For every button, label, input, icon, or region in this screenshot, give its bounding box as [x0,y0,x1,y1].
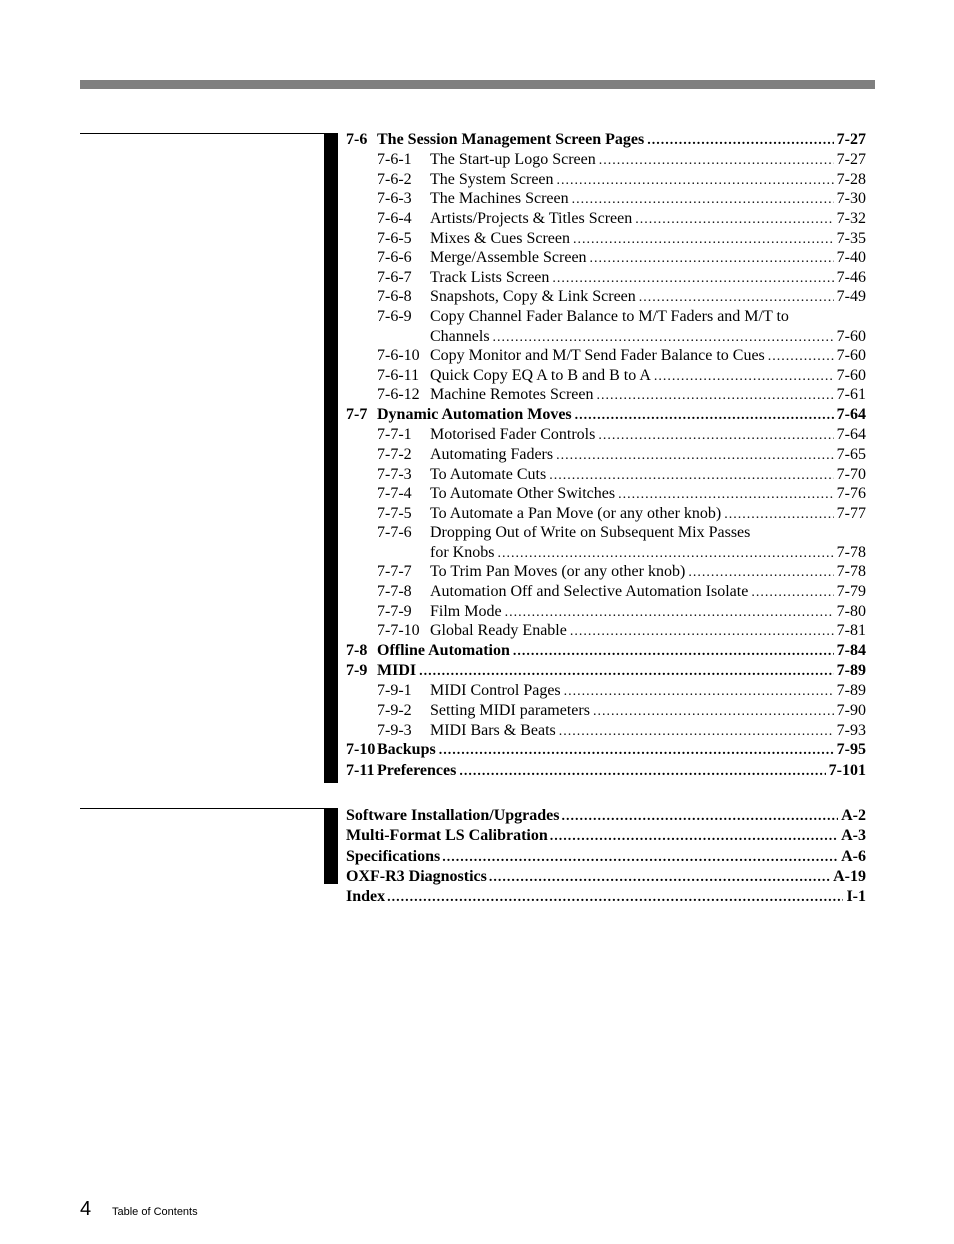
toc-subsection-7-6-11 [346,366,866,386]
toc-section-7-8 [346,641,866,661]
toc-subsection-7-7-3 [346,465,866,485]
toc-leader-dots [419,662,834,682]
toc-entry-line [430,701,866,722]
toc-entry-page: 7-81 [836,622,866,640]
toc-leader-dots [572,190,834,210]
toc-entry-page: 7-79 [836,583,866,601]
toc-entry-page: 7-89 [836,662,866,680]
toc-subsection-number: 7-6-5 [377,229,412,247]
toc-entry-page: 7-28 [836,170,866,188]
toc-entry-line [430,681,866,702]
toc-subsection-number: 7-6-1 [377,151,412,169]
toc-subsection-number: 7-7-2 [377,445,412,463]
toc-subsection-7-6-6 [346,248,866,268]
toc-leader-dots [439,741,834,761]
toc-leader-dots [768,347,834,367]
toc-subsection-7-6-12 [346,385,866,405]
toc-subsection-7-6-3 [346,189,866,209]
toc-entry-line [346,405,866,426]
toc-entry-page: 7-61 [836,386,866,404]
toc-entry-title [346,641,513,661]
toc-entry-line [346,826,866,847]
toc-entry-title-text: MIDI [377,662,417,680]
toc-entry-page: 7-84 [836,641,866,659]
toc-leader-dots [724,505,833,525]
toc-entry-line [430,209,866,230]
toc-subsection-number: 7-7-7 [377,563,412,581]
toc-entry-title: Quick Copy EQ A to B and B to A [430,366,651,384]
toc-entry-title [346,130,647,150]
toc-leader-dots [647,131,833,151]
toc-entry-title: Channels [430,327,490,345]
toc-entry-number: 7-10 [346,741,376,759]
toc-subsection-number: 7-7-1 [377,426,412,444]
toc-entry-page: 7-27 [836,131,866,148]
toc-subsection-7-6-10 [346,346,866,366]
toc-entry-title: Artists/Projects & Titles Screen [430,210,633,228]
toc-appendix-list [346,806,866,907]
toc-entry-line [430,170,866,191]
toc-entry-line [430,562,866,583]
appendix-bar [324,808,338,884]
toc-leader-dots [751,583,833,603]
toc-entry-line [430,543,866,564]
toc-subsection-7-7-5 [346,504,866,524]
toc-entry-title: Mixes & Cues Screen [430,229,570,247]
toc-leader-dots [593,702,834,722]
toc-entry-page: 7-78 [836,543,866,561]
toc-leader-dots [639,288,834,308]
toc-subsection-7-7-7 [346,562,866,582]
toc-entry-title: Copy Channel Fader Balance to M/T Faders and M/T to [430,308,789,326]
toc-entry-page: 7-77 [836,504,866,522]
toc-leader-dots [618,485,834,505]
toc-entry-title [346,405,575,425]
toc-entry-line [430,445,866,466]
toc-entry-title: Snapshots, Copy & Link Screen [430,288,636,306]
toc-leader-dots [599,151,834,171]
toc-subsection-number: 7-6-3 [377,190,412,208]
toc-subsection-7-6-9 [346,307,866,327]
toc-entry-page: 7-32 [836,210,866,228]
toc-entry-line [346,740,866,761]
toc-subsection-7-7-1 [346,425,866,445]
footer-page-number: 4 [80,1198,92,1220]
toc-entry-page: 7-101 [828,761,866,779]
toc-entry-title: Track Lists Screen [430,268,550,286]
toc-entry-title: Index [346,888,386,906]
toc-subsection-7-6-1 [346,150,866,170]
toc-entry-title: Film Mode [430,602,502,620]
toc-entry-line [430,189,866,210]
toc-leader-dots [654,367,834,387]
toc-entry-number: 7-6 [346,131,368,148]
toc-entry-title: To Automate Cuts [430,465,547,483]
toc-entry-number: 7-7 [346,406,368,424]
toc-leader-dots [570,622,834,642]
toc-entry-title [346,661,419,681]
toc-entry-title: Copy Monitor and M/T Send Fader Balance to Cues [430,347,765,365]
toc-subsection-number: 7-6-6 [377,249,412,267]
toc-entry-title: for Knobs [430,543,495,561]
toc-appendix-entry [346,826,866,846]
toc-entry-page: I-1 [846,888,866,906]
toc-subsection-number: 7-7-6 [377,524,412,542]
toc-entry-title: The System Screen [430,170,554,188]
toc-leader-dots [556,446,834,466]
toc-subsection-7-9-1 [346,681,866,701]
toc-subsection-7-7-8 [346,582,866,602]
toc-entry-page: 7-90 [836,702,866,720]
toc-entry-line [430,346,866,367]
toc-entry-page: 7-93 [836,721,866,739]
toc-entry-title: Global Ready Enable [430,622,567,640]
toc-entry-line [346,761,866,782]
toc-appendix-entry [346,887,866,907]
toc-subsection-7-7-6 [346,523,866,543]
toc-entry-page: 7-30 [836,190,866,208]
toc-chapter-list [346,130,866,781]
toc-entry-title: MIDI Control Pages [430,682,561,700]
toc-entry-title: To Automate a Pan Move (or any other knob) [430,504,722,522]
toc-leader-dots [493,328,834,348]
toc-entry-line [346,661,866,682]
toc-subsection-number: 7-6-2 [377,170,412,188]
toc-entry-title: To Automate Other Switches [430,485,616,503]
chapter-bar [324,133,338,783]
toc-leader-dots [513,642,834,662]
header-rule [80,80,875,89]
toc-subsection-7-6-5 [346,229,866,249]
toc-entry-title: Multi-Format LS Calibration [346,827,548,845]
toc-entry-page: 7-46 [836,268,866,286]
toc-entry-line [430,248,866,269]
toc-entry-line [430,287,866,308]
toc-entry-line [430,721,866,742]
toc-entry-page: 7-89 [836,682,866,700]
toc-subsection-number: 7-7-3 [377,465,412,483]
toc-subsection-7-7-9 [346,602,866,622]
toc-leader-dots [564,682,834,702]
toc-leader-dots [562,807,839,827]
toc-subsection-number: 7-9-1 [377,682,412,700]
toc-subsection-continuation [346,543,866,563]
toc-subsection-number: 7-6-11 [377,366,420,384]
toc-entry-line [430,425,866,446]
toc-entry-title: The Machines Screen [430,190,569,208]
toc-leader-dots [598,426,833,446]
toc-entry-title: Specifications [346,847,441,865]
toc-entry-page: 7-49 [836,288,866,306]
toc-entry-title: Machine Remotes Screen [430,386,594,404]
toc-entry-title: Motorised Fader Controls [430,426,596,444]
toc-entry-title: Automation Off and Selective Automation Isolate [430,583,749,601]
toc-section-7-6 [346,130,866,150]
toc-entry-page: 7-64 [836,406,866,424]
toc-appendix-entry [346,847,866,867]
toc-section-7-9 [346,661,866,681]
toc-entry-title: OXF-R3 Diagnostics [346,867,487,885]
toc-leader-dots [552,269,833,289]
toc-entry-page: 7-76 [836,485,866,503]
toc-leader-dots [597,386,834,406]
toc-entry-line [430,366,866,387]
toc-entry-page: 7-60 [836,327,866,345]
toc-subsection-7-7-2 [346,445,866,465]
toc-leader-dots [489,868,830,888]
toc-appendix-entry [346,867,866,887]
toc-subsection-number: 7-7-4 [377,485,412,503]
toc-entry-title: Automating Faders [430,445,554,463]
toc-entry-line [430,504,866,525]
footer-label: Table of Contents [112,1206,198,1218]
toc-section-7-11 [346,761,866,781]
toc-leader-dots [575,406,834,426]
toc-subsection-7-6-4 [346,209,866,229]
toc-entry-page: 7-70 [836,465,866,483]
toc-entry-line [346,806,866,827]
toc-leader-dots [459,762,825,782]
toc-entry-line [430,465,866,486]
toc-entry-title-text: Backups [377,741,436,759]
toc-entry-title: To Trim Pan Moves (or any other knob) [430,563,686,581]
section-rule-appendix [80,808,324,809]
toc-leader-dots [573,230,834,250]
toc-entry-title: MIDI Bars & Beats [430,721,556,739]
toc-leader-dots [557,171,834,191]
toc-entry-line [430,484,866,505]
toc-subsection-number: 7-7-5 [377,504,412,522]
toc-subsection-number: 7-7-8 [377,583,412,601]
toc-subsection-7-9-3 [346,721,866,741]
toc-subsection-number: 7-7-9 [377,602,412,620]
toc-leader-dots [549,466,833,486]
toc-entry-line [430,268,866,289]
toc-leader-dots [387,888,843,908]
toc-entry-line [430,385,866,406]
toc-entry-page: 7-78 [836,563,866,581]
toc-entry-page: 7-60 [836,347,866,365]
toc-entry-page: 7-60 [836,366,866,384]
toc-leader-dots [550,827,838,847]
toc-entry-page: 7-40 [836,249,866,267]
toc-entry-line [430,150,866,171]
toc-entry-page: 7-27 [836,151,866,169]
toc-entry-page: 7-95 [836,741,866,759]
toc-entry-page: 7-35 [836,229,866,247]
toc-subsection-7-7-4 [346,484,866,504]
toc-subsection-7-6-2 [346,170,866,190]
toc-subsection-number: 7-6-12 [377,386,420,404]
toc-leader-dots [442,848,838,868]
toc-leader-dots [497,544,833,564]
toc-leader-dots [688,563,833,583]
toc-subsection-7-6-7 [346,268,866,288]
toc-subsection-continuation [346,327,866,347]
toc-entry-title-text: Offline Automation [377,641,510,659]
toc-leader-dots [635,210,833,230]
toc-section-7-7 [346,405,866,425]
toc-entry-title [346,761,459,781]
toc-entry-line [346,847,866,868]
toc-subsection-number: 7-9-3 [377,721,412,739]
toc-appendix-entry [346,806,866,826]
toc-entry-line [346,867,866,888]
toc-entry-page: A-3 [841,827,866,845]
toc-entry-title: Software Installation/Upgrades [346,807,560,824]
toc-entry-page: A-19 [833,867,866,885]
toc-entry-line [346,641,866,662]
toc-entry-line [430,582,866,603]
toc-entry-line [430,327,866,348]
toc-entry-number: 7-8 [346,641,368,659]
toc-entry-title: Setting MIDI parameters [430,702,590,720]
toc-entry-title-text: Preferences [377,761,457,779]
toc-entry-page: 7-64 [836,426,866,444]
toc-entry-title: Merge/Assemble Screen [430,249,587,267]
toc-entry-title: Dropping Out of Write on Subsequent Mix Passes [430,524,751,542]
toc-subsection-number: 7-7-10 [377,622,420,640]
toc-subsection-number: 7-6-10 [377,347,420,365]
toc-entry-line [346,887,866,908]
toc-section-7-10 [346,740,866,760]
toc-subsection-number: 7-6-8 [377,288,412,306]
toc-subsection-7-6-8 [346,287,866,307]
toc-entry-title-text: Dynamic Automation Moves [377,406,572,424]
toc-entry-title: The Start-up Logo Screen [430,151,596,169]
toc-entry-number: 7-9 [346,662,368,680]
toc-entry-page: 7-80 [836,602,866,620]
toc-entry-line [346,130,866,151]
toc-subsection-7-9-2 [346,701,866,721]
toc-leader-dots [590,249,834,269]
toc-entry-title [346,740,439,760]
toc-entry-line [430,602,866,623]
toc-subsection-number: 7-6-4 [377,210,412,228]
toc-entry-number: 7-11 [346,761,375,779]
toc-leader-dots [559,722,834,742]
toc-leader-dots [505,603,834,623]
toc-entry-page: 7-65 [836,445,866,463]
toc-subsection-number: 7-9-2 [377,702,412,720]
toc-entry-line [430,229,866,250]
toc-entry-page: A-2 [841,807,866,824]
toc-subsection-7-7-10 [346,621,866,641]
toc-subsection-number: 7-6-9 [377,308,412,326]
section-rule-chapter [80,133,324,134]
toc-subsection-number: 7-6-7 [377,268,412,286]
toc-entry-page: A-6 [841,847,866,865]
toc-entry-line [430,621,866,642]
toc-entry-title-text: The Session Management Screen Pages [377,131,645,148]
